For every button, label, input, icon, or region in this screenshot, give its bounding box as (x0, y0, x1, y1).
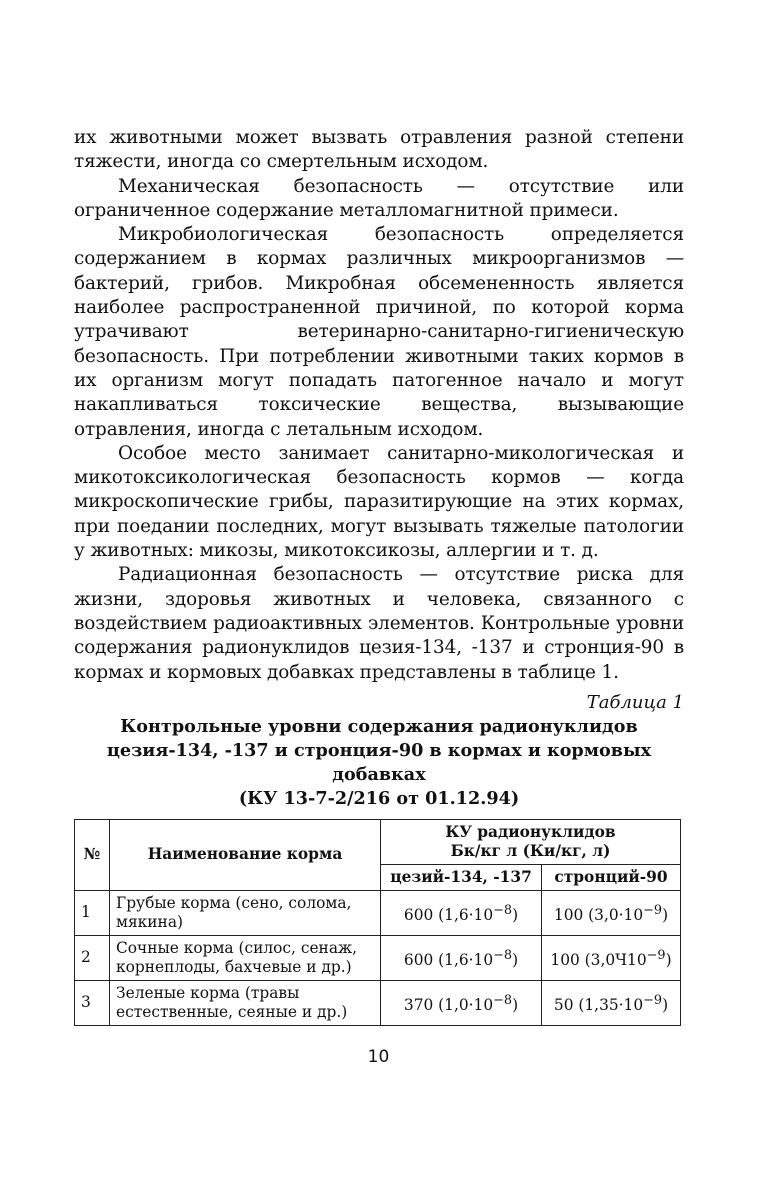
header-name: Наименование корма (110, 819, 381, 890)
page-body (74, 126, 684, 1026)
header-cesium: цезий-134, -137 (381, 864, 542, 890)
row-name: Зеленые корма (травы естественные, сеяные и др.) (110, 980, 381, 1025)
header-group-line-1: КУ радионуклидов (445, 822, 616, 841)
table-row (75, 935, 681, 980)
table-row (75, 890, 681, 935)
row-strontium: 50 $(1,35\cdot 10^{-9})$ (542, 980, 681, 1025)
table-title-line-1: Контрольные уровни содержания радионуклидов (120, 715, 638, 737)
header-group-line-2: Бк/кг л (Ки/кг, л) (450, 841, 611, 860)
table-row (75, 980, 681, 1025)
row-strontium: 100 $(3,0\cdot 10^{-9})$ (542, 890, 681, 935)
row-strontium: 100 $(3,0Ч10^{-9})$ (542, 935, 681, 980)
paragraph-5: Радиационная безопасность — отсутствие риска для жизни, здоровья животных и человека, связанного с воздействием радиоактивных элементов. Контрольные уровни содержания радионуклидов цезия-134, -137 и стронция-90 в кормах и кормовых добавках представлены в таблице 1. (74, 564, 684, 683)
row-name: Грубые корма (сено, солома, мякина) (110, 890, 381, 935)
header-strontium: стронций-90 (542, 864, 681, 890)
table-label: Таблица 1 (586, 691, 684, 713)
radionuclide-table (74, 819, 681, 1026)
row-num: 3 (75, 980, 110, 1025)
row-num: 2 (75, 935, 110, 980)
row-num: 1 (75, 890, 110, 935)
row-name: Сочные корма (силос, сенаж, корнеплоды, бахчевые и др.) (110, 935, 381, 980)
row-cesium: 370 $(1,0\cdot 10^{-8})$ (381, 980, 542, 1025)
table-title (74, 715, 684, 811)
paragraph-2: Механическая безопасность — отсутствие или ограниченное содержание металломагнитной примеси. (74, 175, 684, 221)
row-cesium: 600 $(1,6\cdot 10^{-8})$ (381, 890, 542, 935)
table-title-line-2: цезия-134, -137 и стронция-90 в кормах и кормовых добавках (106, 739, 652, 785)
table-title-line-3: (КУ 13-7-2/216 от 01.12.94) (238, 787, 520, 809)
row-cesium: 600 $(1,6\cdot 10^{-8})$ (381, 935, 542, 980)
paragraph-4: Особое место занимает санитарно-микологическая и микотоксикологическая безопасность кормов — когда микроскопические грибы, паразитирующие на этих кормах, при поедании последних, могут вызывать тяжелые патологии у животных: микозы, микотоксикозы, аллергии и т. д. (74, 442, 684, 562)
page-number: 10 (367, 1047, 390, 1067)
paragraph-1: их животными может вызвать отравления разной степени тяжести, иногда со смертельным исходом. (74, 127, 684, 173)
header-group (381, 819, 681, 864)
paragraph-3: Микробиологическая безопасность определяется содержанием в кормах различных микроорганизмов — бактерий, грибов. Микробная обсемененность является наиболее распространенной причиной, по которой корма утрачивают ветеринарно-санитарно-гигиеническую безопасность. При потреблении животными таких кормов в их организм могут попадать патогенное начало и могут накапливаться токсические вещества, вызывающие отравления, иногда с летальным исходом. (74, 224, 684, 440)
header-num: № (75, 819, 110, 890)
